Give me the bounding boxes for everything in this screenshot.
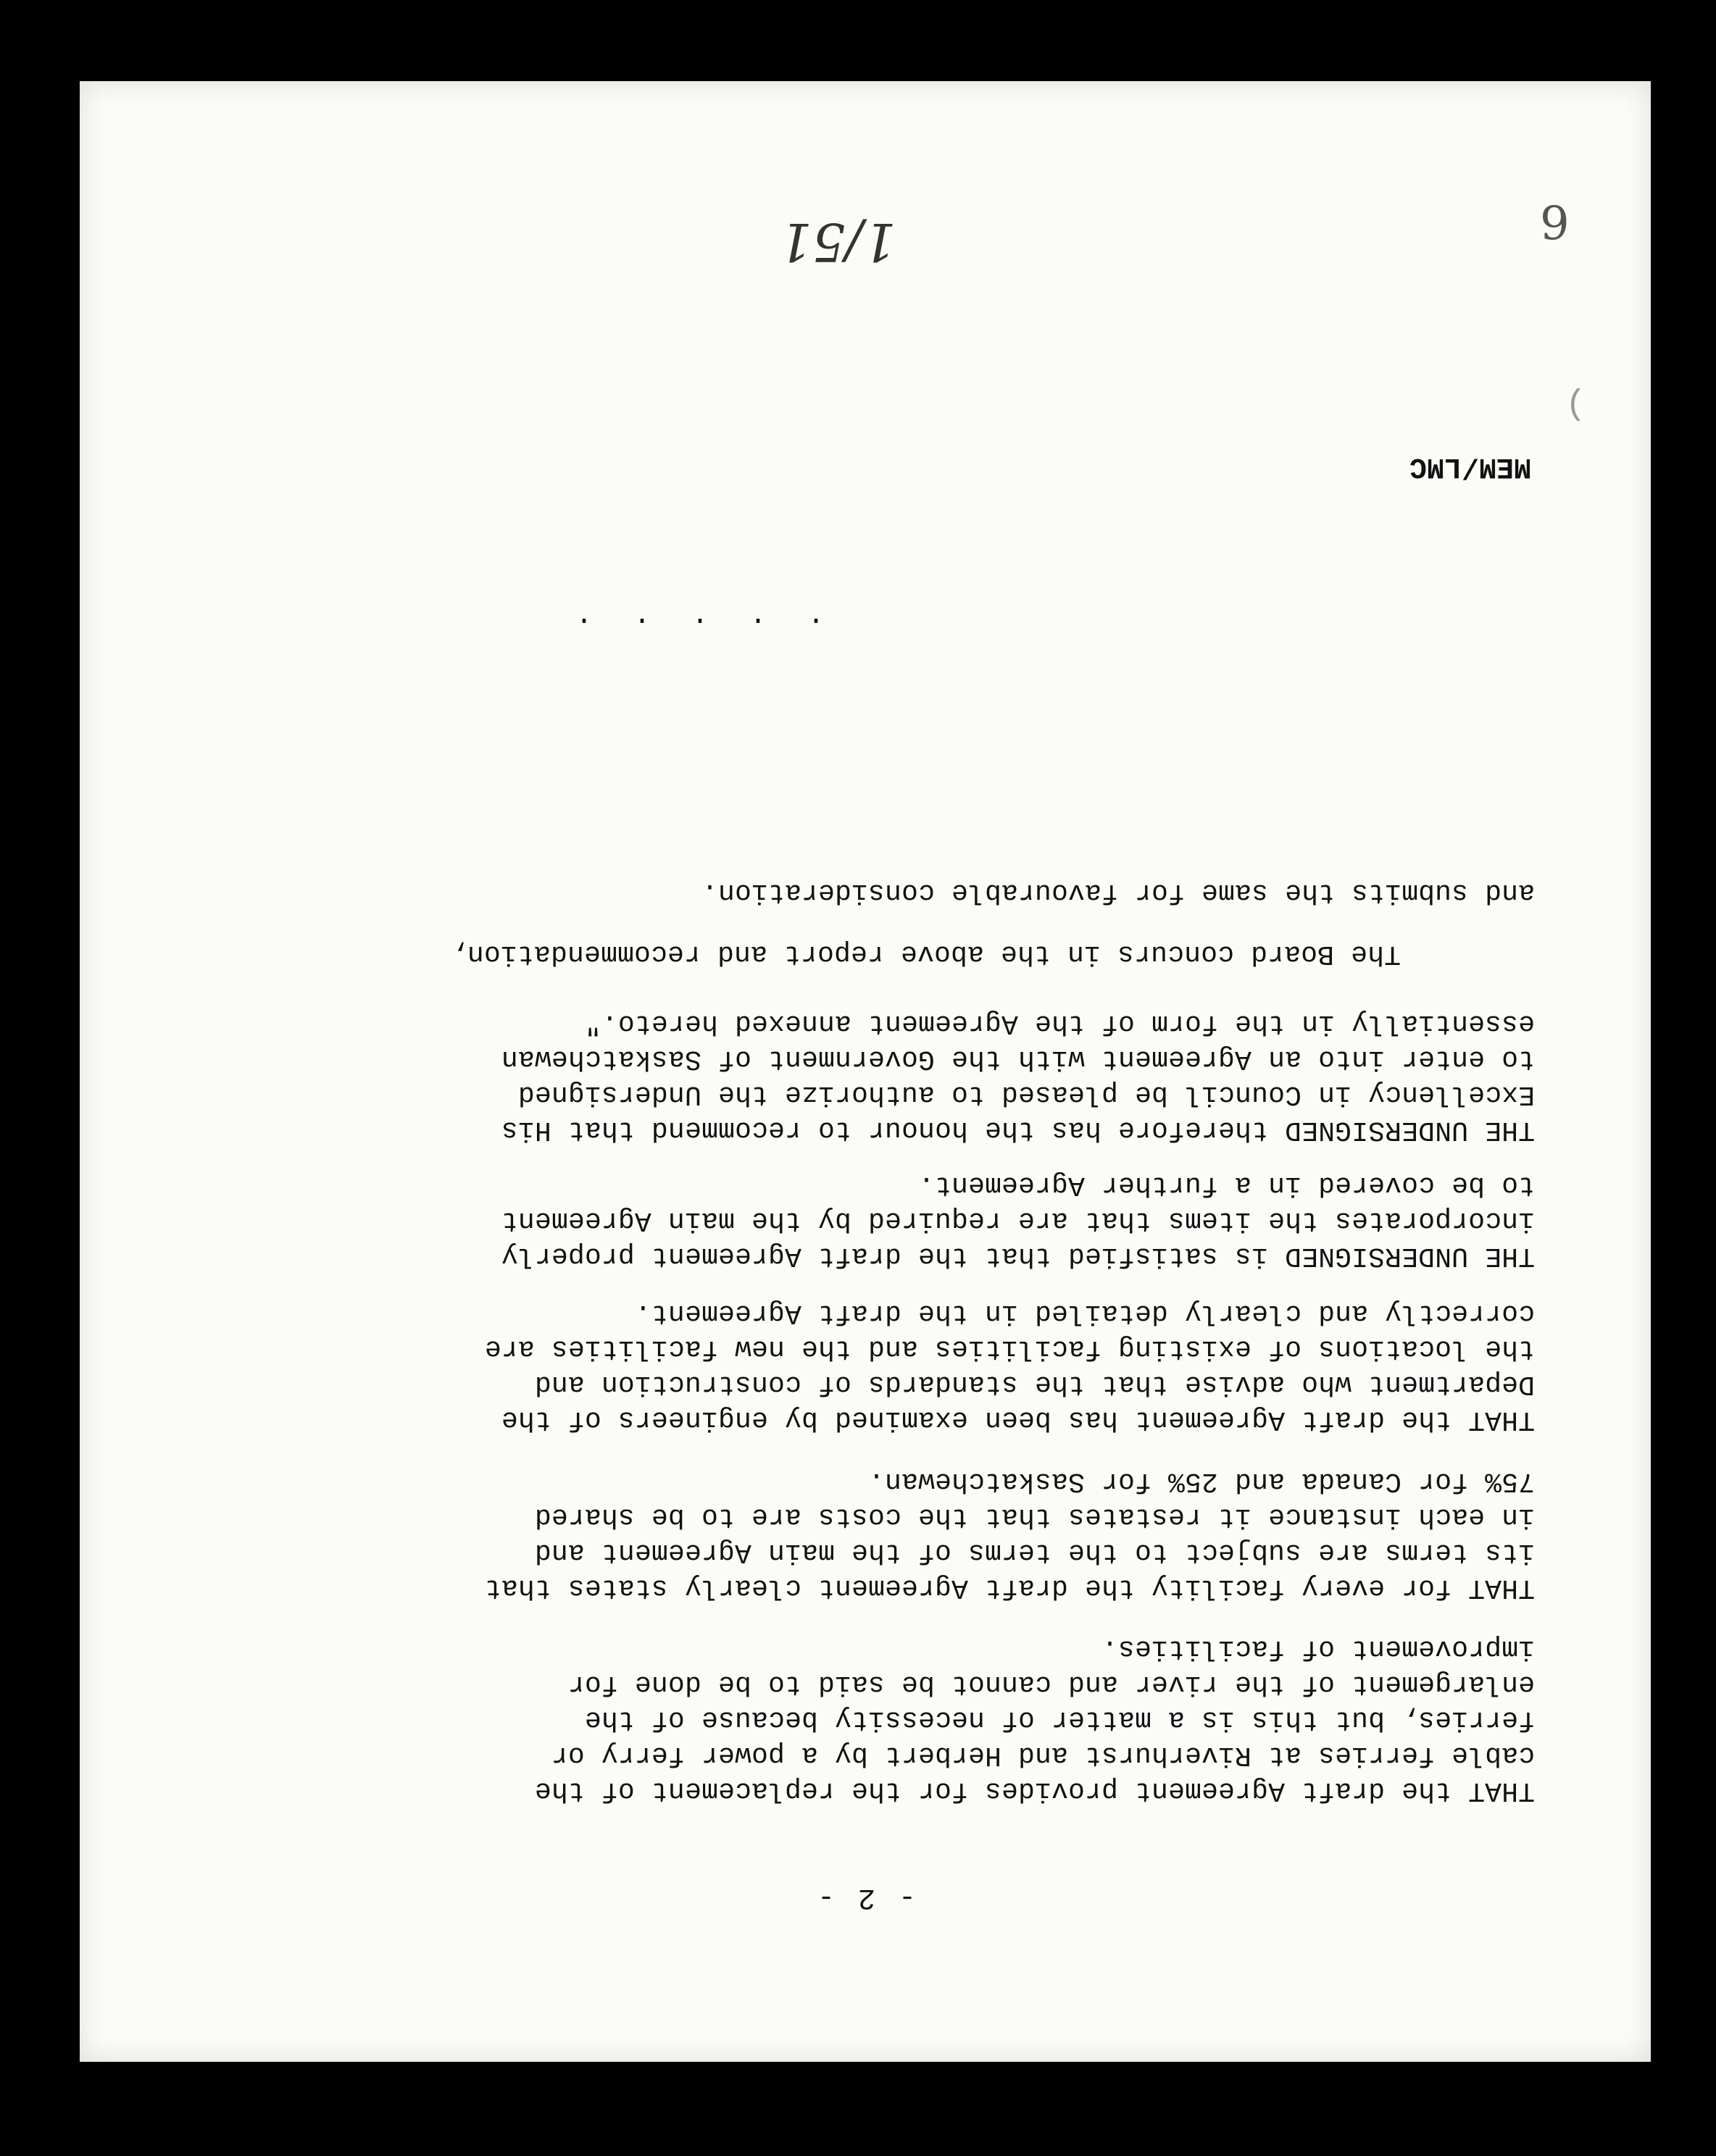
paragraph-recommend: THE UNDERSIGNED therefore has the honour to recommend that His Excellency in Council be pleased to authorize the Undersigned to enter into an Agreement with the Government of Saskatchewan essentially in the form of the Agreement annexed hereto." (501, 1008, 1535, 1145)
paragraph-board-concurs: The Board concurs in the above report and recommendation, (450, 938, 1401, 969)
paragraph-ferries: THAT the draft Agreement provides for the replacement of the cable ferries at Riverhurst and Herbert by a power ferry or ferries, but this is a matter of necessity because of the enlargement of the river and cannot be said to be done for improvement of facilities. (534, 1633, 1535, 1806)
document-content (80, 81, 1651, 2062)
handwritten-mark: 9 (1540, 197, 1570, 251)
handwritten-folio: 1/51 (779, 212, 896, 272)
paragraph-submits: and submits the same for favourable consideration. (701, 877, 1535, 908)
ellipsis-separator: . . . . . (563, 609, 825, 642)
paragraph-cost-sharing: THAT for every facility the draft Agreement clearly states that its terms are subject to the terms of the main Agreement and in each instance it restates that the costs are to be shared 75% for Canada and 25% for Saskatchewan. (484, 1466, 1535, 1603)
document-page (80, 81, 1651, 2062)
paragraph-engineers: THAT the draft Agreement has been examined by engineers of the Department who advise that the standards of construction and the locations of existing facilities and the new facilities are correctly and clearly detailed in the draft Agreement. (484, 1298, 1535, 1435)
paragraph-satisfied: THE UNDERSIGNED is satisfied that the draft Agreement properly incorporates the items that are required by the main Agreement to be covered in a further Agreement. (501, 1169, 1535, 1271)
page-number: - 2 - (814, 1881, 917, 1913)
punch-hole-mark: ( (1565, 385, 1586, 425)
reference-initials: MEM/LMC (1409, 450, 1531, 482)
